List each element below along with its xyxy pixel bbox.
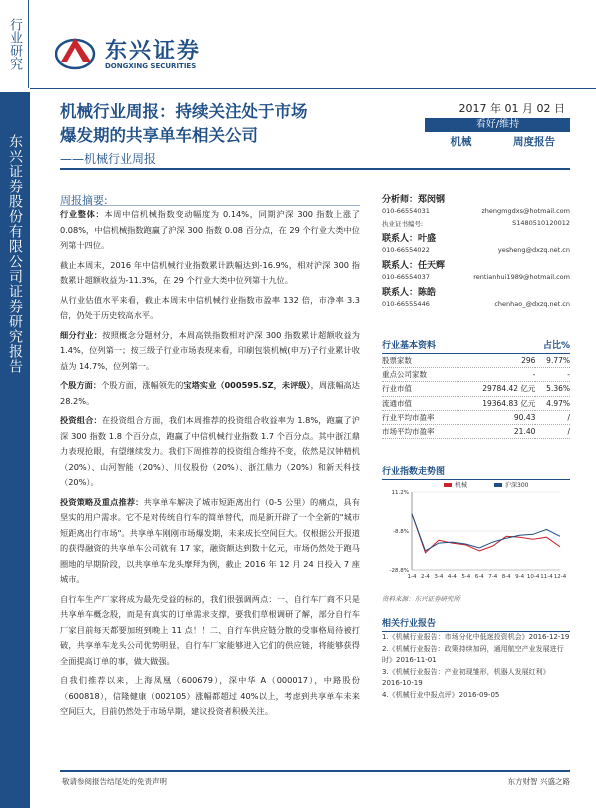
- stats-cell-value: 90.43: [458, 410, 535, 424]
- x-tick-label: 6-4: [474, 574, 484, 580]
- stats-cell-value: 21.40: [458, 424, 535, 438]
- para-ytd: 截止本周末，2016 年中信机械行业指数累计跌幅达到-16.9%，相对沪深 300 指数累计超额收益为-11.3%，在 29 个行业大类中位列第十九位。: [60, 259, 360, 285]
- x-tick-label: 10-4: [526, 574, 540, 580]
- analyst-cert: S1480510120012: [512, 219, 570, 227]
- contact-heading: 联系人：任天辉: [382, 261, 446, 271]
- stats-table: [382, 354, 570, 439]
- contact-email[interactable]: rentianhui1989@hotmail.com: [473, 273, 570, 281]
- x-tick-label: 1-4: [407, 574, 417, 580]
- stats-cell-label: 市场平均市盈率: [382, 424, 458, 438]
- x-tick-label: 12-4: [553, 574, 567, 580]
- logo-mark-icon: [55, 32, 99, 70]
- stats-cell-value: -: [458, 368, 535, 382]
- sidebar-company-label: 东兴证券股份有限公司证券研究报告: [7, 134, 23, 374]
- related-reports: [382, 632, 570, 701]
- legend-swatch: [494, 483, 502, 487]
- header-rule: [30, 88, 596, 89]
- analyst-heading: 分析师：郑闵钢: [382, 195, 446, 205]
- report-link[interactable]: 1.《机械行业报告：市场分化中低迷投资机会》2016-12-19: [382, 633, 570, 641]
- stats-heading-label: 行业基本资料: [382, 341, 437, 351]
- report-tags: [425, 134, 570, 150]
- stats-cell-pct: /: [535, 424, 570, 438]
- para-strategy: 投资策略及重点推荐：共享单车解决了城市短距离出行（0-5 公里）的痛点，具有坚实的用户需求。它不是对传统自行车的简单替代，而是新开辟了一个全新的"城市短距离出行市场"。共享单车刚刚市场爆发期，未来成长空间巨大。仅根据公开报道的获得融资的共享单车公司就有 17 家，融资额达到数十亿元，市场仍然处于跑马圈地的早期阶段，以共享单车龙头摩拜为例，截止 2016 年 12 月 24 日投入 7 座城市。: [60, 496, 360, 584]
- stats-cell-pct: 4.97%: [535, 396, 570, 410]
- contact-email[interactable]: yesheng@dxzq.net.cn: [497, 246, 570, 254]
- company-logo: [55, 30, 235, 78]
- tag-report-type: 周度报告: [513, 136, 555, 148]
- stats-cell-pct: /: [535, 410, 570, 424]
- stats-row: [382, 368, 570, 382]
- stats-cell-value: 19364.83 亿元: [458, 396, 535, 410]
- x-tick-label: 9-4: [515, 574, 525, 580]
- title-line-1: 机械行业周报：持续关注处于市场: [60, 102, 308, 121]
- stats-cell-value: 296: [458, 354, 535, 368]
- sidebar-company-band: [0, 92, 30, 808]
- title-rule: [60, 168, 570, 170]
- analyst-phone: 010-66554031: [382, 207, 430, 215]
- contact-phone: 010-66554037: [382, 273, 430, 281]
- stats-cell-label: 流通市值: [382, 396, 458, 410]
- contact-phone: 010-66555446: [382, 300, 430, 308]
- y-tick-label: -8.8%: [393, 529, 409, 535]
- contact-heading: 联系人：陈皓: [382, 288, 437, 298]
- stats-heading-pct: 占比%: [542, 341, 570, 351]
- para-subsector: 细分行业：按照概念分题材分，本周高铁指数相对沪深 300 指数累计超额收益为 1.4%，位列第一；按三级子行业市场表现来看，印刷包装机械(申万)子行业累计收益为 14.7%，位列第一。: [60, 329, 360, 371]
- abstract-body: [60, 207, 360, 724]
- title-line-2: 爆发期的共享单车相关公司: [60, 126, 258, 145]
- x-tick-label: 8-4: [501, 574, 511, 580]
- report-link[interactable]: 2.《机械行业报告：政策持续加码，通用航空产业发展进行时》2016-11-01: [382, 644, 564, 664]
- stats-row: [382, 410, 570, 424]
- report-link[interactable]: 3.《机械行业报告：产业初现雏形，机器人发展红利》2016-10-19: [382, 667, 550, 687]
- x-tick-label: 2-4: [420, 574, 430, 580]
- stats-row: [382, 354, 570, 368]
- stats-heading: [382, 338, 570, 354]
- x-tick-label: 7-4: [488, 574, 498, 580]
- abstract-rule: [60, 205, 360, 206]
- x-tick-label: 4-4: [447, 574, 457, 580]
- stats-cell-pct: 9.77%: [535, 354, 570, 368]
- stats-cell-value: 29784.42 亿元: [458, 382, 535, 396]
- footer-slogan: 东方财智 兴盛之路: [507, 777, 570, 786]
- series-line-machinery: [412, 514, 560, 553]
- para-industry-overall: 行业整体：本周中信机械指数变动幅度为 0.14%，同期沪深 300 指数上涨了 0.08%，中信机械指数跑赢了沪深 300 指数 0.08 百分点，在 29 个行业大类中位列第十四位。: [60, 209, 360, 250]
- para-valuation: 从行业估值水平来看，截止本周末中信机械行业指数市盈率 132 倍，市净率 3.3 倍，仍处于历史较高水平。: [60, 294, 360, 320]
- analyst-block: [382, 192, 570, 229]
- para-portfolio: 投资组合：在投资组合方面，我们本周推荐的投资组合收益率为 1.8%，跑赢了沪深 300 指数 1.8 个百分点，跑赢了中信机械行业指数 1.7 个百分点。其中浙江鼎力表现抢眼，有望继续发力。我们下周推荐的投资组合维持不变，依然是汉钟精机（20%）、山河智能（20%）、川仪股份（20%）、浙江鼎力（20%）和新天科技（20%）。: [60, 415, 360, 487]
- footer-rule: [60, 770, 570, 772]
- sidebar-category-label: 行业研究: [7, 18, 22, 70]
- legend-label: 沪深300: [505, 482, 529, 489]
- contact-email[interactable]: chenhao_@dxzq.net.cn: [494, 300, 570, 308]
- tag-industry: 机械: [450, 136, 472, 148]
- chart-source: 资料来源：东兴证券研究所: [382, 595, 460, 603]
- stats-row: [382, 396, 570, 410]
- report-link[interactable]: 4.《机械行业中报点评》2016-09-05: [382, 690, 500, 699]
- contact-block: [382, 285, 570, 310]
- legend-label: 机械: [455, 482, 468, 489]
- stats-cell-label: 重点公司家数: [382, 368, 458, 382]
- contact-block: [382, 231, 570, 256]
- stats-cell-pct: 5.36%: [535, 382, 570, 396]
- series-line-hs300: [412, 514, 560, 551]
- stats-cell-label: 行业市值: [382, 382, 458, 396]
- report-date: 2017 年 01 月 02 日: [458, 102, 565, 115]
- chart-heading: 行业指数走势图: [382, 464, 570, 480]
- sidebar-top: [0, 0, 29, 88]
- contact-heading: 联系人：叶盛: [382, 234, 437, 244]
- abstract-heading: 周报摘要:: [60, 194, 108, 207]
- legend-swatch: [444, 483, 452, 487]
- analyst-cert-label: 执业证书编号:: [382, 220, 424, 228]
- x-tick-label: 11-4: [540, 574, 553, 580]
- sidebar: [0, 0, 30, 808]
- y-tick-label: -28.8%: [389, 568, 409, 574]
- rating-badge: 看好/维持: [425, 118, 570, 132]
- stats-row: [382, 382, 570, 396]
- index-trend-chart: [382, 478, 570, 588]
- footer-disclaimer: 敬请参阅报告结尾处的免责声明: [62, 777, 167, 786]
- logo-text-cn: 东兴证券: [105, 39, 202, 64]
- contact-phone: 010-66554022: [382, 246, 430, 254]
- x-tick-label: 3-4: [434, 574, 444, 580]
- report-subtitle: ——机械行业周报: [60, 152, 157, 166]
- para-recommendations: 自我们推荐以来，上海凤凰（600679），深中华 A（000017），中路股份（600818），信隆健康（002105）涨幅都超过 40%以上，考虑到共享单车未来空间巨大，目前仍然处于市场早期，建议投资者积极关注。: [60, 675, 360, 716]
- para-bike-makers: 自行车生产厂家将成为最先受益的标的，我们很强调两点：一、自行车厂商不只是共享单车概念股，而是有真实的订单需求支撑，要我们草根调研了解，部分自行车厂家目前每天都要加班到晚上 11 点！！二、自行车供应链分散的受事格局待被打破，共享单车龙头公司优势明显，自行车厂家能够进入它们的供应链，将能够获得全面提高订单的事，做大做强。: [60, 593, 360, 666]
- reports-heading: 相关行业报告: [382, 616, 570, 632]
- para-stocks: 个股方面：个股方面，涨幅领先的宝塔实业（000595.SZ，未评级），周涨幅高达 28.2%。: [60, 380, 360, 406]
- y-tick-label: 11.2%: [391, 490, 409, 496]
- contact-block: [382, 258, 570, 283]
- analyst-email[interactable]: zhengmgdxs@hotmail.com: [481, 207, 570, 215]
- stats-cell-label: 股票家数: [382, 354, 458, 368]
- stats-row: [382, 424, 570, 438]
- x-tick-label: 5-4: [461, 574, 471, 580]
- analyst-panel: [382, 192, 570, 310]
- report-title: [60, 100, 390, 148]
- logo-text-en: DONGXING SECURITIES: [105, 62, 197, 70]
- stats-cell-label: 行业平均市盈率: [382, 410, 458, 424]
- stats-cell-pct: -: [535, 368, 570, 382]
